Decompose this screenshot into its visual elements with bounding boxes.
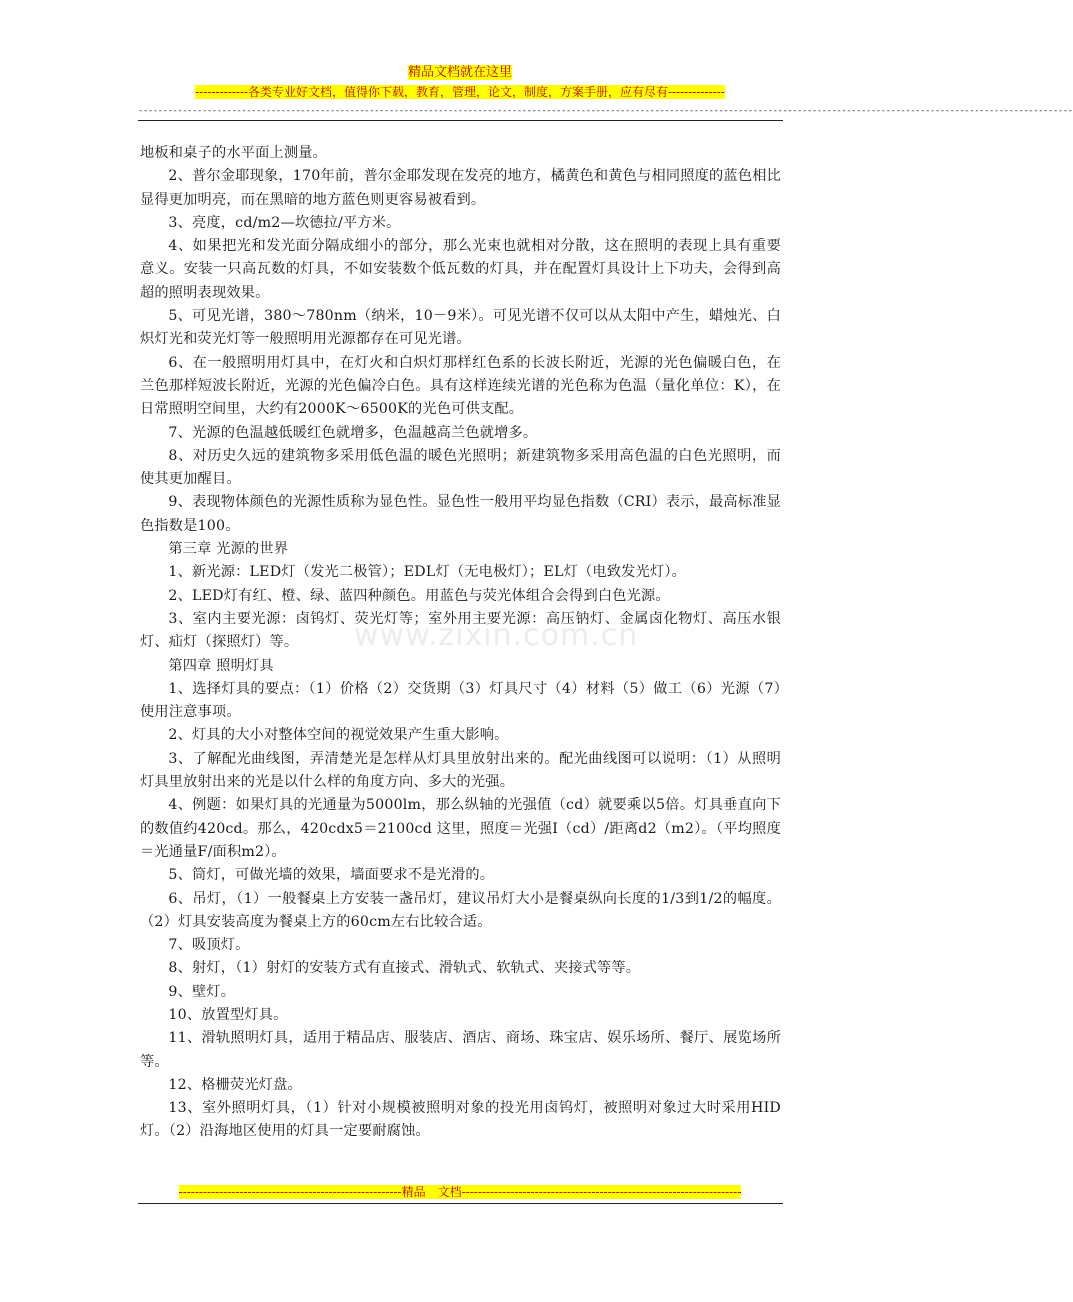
paragraph: 3、了解配光曲线图，弄清楚光是怎样从灯具里放射出来的。配光曲线图可以说明：（1）从照明灯具里放射出来的光是以什么样的角度方向、多大的光强。 (140, 750, 781, 791)
paragraph: 1、新光源：LED灯（发光二极管）；EDL灯（无电极灯）；EL灯（电致发光灯）。 (168, 564, 687, 581)
paragraph: 13、室外照明灯具，（1）针对小规模被照明对象的投光用卤钨灯，被照明对象过大时采用HID灯。（2）沿海地区使用的灯具一定要耐腐蚀。 (140, 1100, 781, 1140)
paragraph: 12、格栅荧光灯盘。 (168, 1076, 302, 1093)
paragraph: 9、壁灯。 (168, 983, 236, 1000)
header-dash-line: ---------------------------------------------------------------------------------------------------------------------------------------------------------------------------------------------- (138, 106, 1073, 116)
header-rule (138, 120, 783, 121)
paragraph: 7、光源的色温越低暖红色就增多，色温越高兰色就增多。 (168, 424, 538, 441)
chapter-heading: 第四章 照明灯具 (168, 657, 274, 674)
footer-rule (138, 1203, 783, 1204)
paragraph: 1、选择灯具的要点：（1）价格（2）交货期（3）灯具尺寸（4）材料（5）做工（6）光源（7）使用注意事项。 (140, 680, 781, 721)
paragraph: 3、亮度，cd/m2—坎德拉/平方米。 (168, 214, 401, 231)
paragraph: 地板和桌子的水平面上测量。 (140, 145, 328, 161)
paragraph: 5、可见光谱，380～780nm（纳米，10－9米）。可见光谱不仅可以从太阳中产生，蜡烛光、白炽灯光和荧光灯等一般照明用光源都存在可见光谱。 (140, 308, 781, 348)
paragraph: 2、LED灯有红、橙、绿、蓝四种颜色。用蓝色与荧光体组合会得到白色光源。 (168, 587, 670, 604)
footer-text: -------------------------------------------------------精品 文档--------------------------------------------------------------------- (178, 1185, 742, 1199)
watermark: www.zixin.com.cn (354, 618, 639, 653)
paragraph: 4、例题：如果灯具的光通量为5000lm，那么纵轴的光强值（cd）就要乘以5倍。灯具垂直向下的数值约420cd。那么，420cdx5＝2100cd 这里，照度＝光强I（cd）/距离d2（m2）。（平均照度＝光通量F/面积m2）。 (140, 797, 781, 860)
paragraph: 6、吊灯，（1）一般餐桌上方安装一盏吊灯，建议吊灯大小是餐桌纵向长度的1/3到1/2的幅度。（2）灯具安装高度为餐桌上方的60cm左右比较合适。 (140, 890, 781, 930)
paragraph: 5、筒灯，可做光墙的效果，墙面要求不是光滑的。 (168, 867, 495, 884)
document-body (140, 142, 781, 1144)
chapter-heading: 第三章 光源的世界 (168, 541, 289, 558)
header-title (0, 64, 920, 81)
paragraph: 8、射灯，（1）射灯的安装方式有直接式、滑轨式、软轨式、夹接式等等。 (168, 960, 641, 977)
header-title-text: 精品文档就在这里 (407, 65, 512, 80)
paragraph: 4、如果把光和发光面分隔成细小的部分，那么光束也就相对分散，这在照明的表现上具有重要意义。安装一只高瓦数的灯具，不如安装数个低瓦数的灯具，并在配置灯具设计上下功夫，会得到高超的照明表现效果。 (140, 238, 781, 301)
paragraph: 7、吸顶灯。 (168, 937, 250, 954)
paragraph: 3、室内主要光源：卤钨灯、荧光灯等；室外用主要光源：高压钠灯、金属卤化物灯、高压水银灯、疝灯（探照灯）等。 (140, 610, 781, 651)
header-subtitle-text: -------------各类专业好文档，值得你下载，教育，管理，论文，制度，方案手册，应有尽有-------------- (195, 85, 725, 99)
paragraph: 9、表现物体颜色的光源性质称为显色性。显色性一般用平均显色指数（CRI）表示，最高标准显色指数是100。 (140, 494, 781, 534)
paragraph: 8、对历史久远的建筑物多采用低色温的暖色光照明；新建筑物多采用高色温的白色光照明，而使其更加醒目。 (140, 447, 781, 488)
paragraph: 2、灯具的大小对整体空间的视觉效果产生重大影响。 (168, 727, 509, 744)
paragraph: 11、滑轨照明灯具，适用于精品店、服装店、酒店、商场、珠宝店、娱乐场所、餐厅、展览场所等。 (140, 1030, 781, 1070)
page-footer (0, 1184, 920, 1201)
paragraph: 2、普尔金耶现象，170年前，普尔金耶发现在发亮的地方，橘黄色和黄色与相同照度的蓝色相比显得更加明亮，而在黑暗的地方蓝色则更容易被看到。 (140, 168, 781, 208)
paragraph: 6、在一般照明用灯具中，在灯火和白炽灯那样红色系的长波长附近，光源的光色偏暖白色，在兰色那样短波长附近，光源的光色偏冷白色。具有这样连续光谱的光色称为色温（量化单位：K），在日常照明空间里，大约有2000K～6500K的光色可供支配。 (140, 354, 781, 418)
paragraph: 10、放置型灯具。 (168, 1006, 288, 1023)
page-header (0, 64, 1073, 116)
header-subtitle (0, 84, 920, 101)
